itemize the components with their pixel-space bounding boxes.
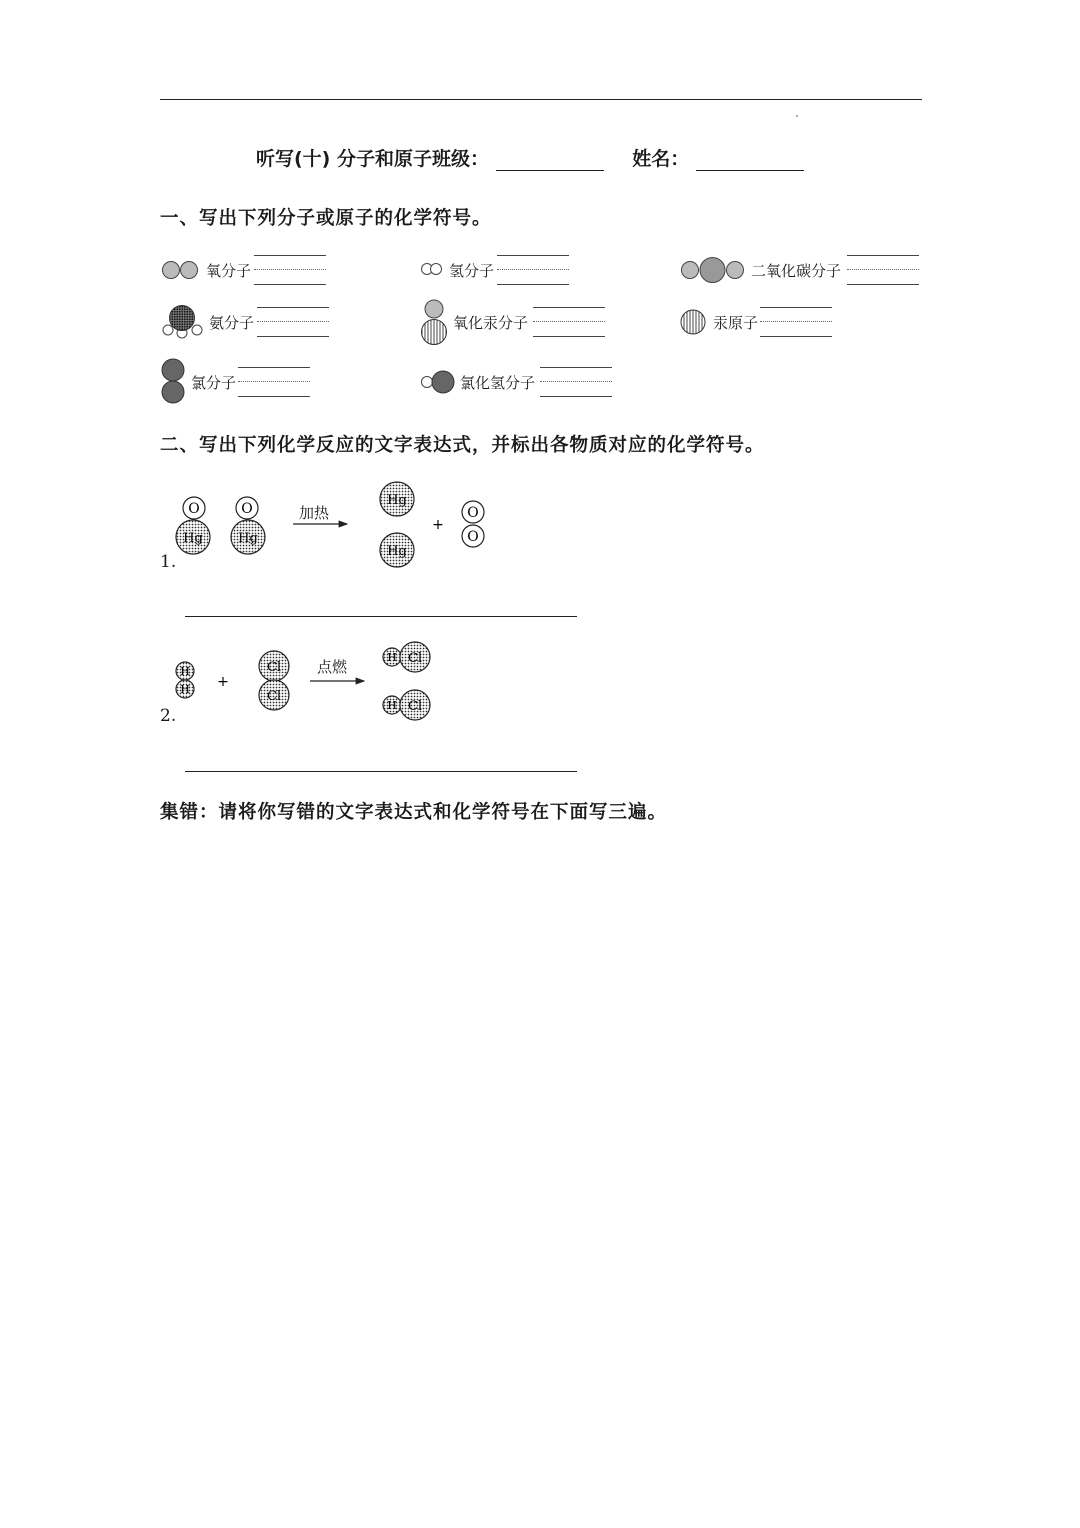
answer-blank-o2[interactable] bbox=[254, 255, 326, 285]
item-label-hcl: 氯化氢分子 bbox=[460, 374, 536, 392]
answer-blank-h2[interactable] bbox=[497, 255, 569, 285]
name-label: 姓名： bbox=[632, 148, 690, 170]
atom-label: Cl bbox=[407, 699, 423, 714]
atom-label: Hg bbox=[238, 531, 258, 546]
item-label-co2: 二氧化碳分子 bbox=[751, 262, 842, 280]
atom-label: Cl bbox=[266, 660, 282, 675]
item-label-cl2: 氯分子 bbox=[191, 374, 237, 392]
item-label-h2: 氢分子 bbox=[449, 262, 495, 280]
atom-label: H bbox=[387, 651, 397, 664]
item-label-hg: 汞原子 bbox=[713, 314, 759, 332]
hydrogen-chloride-molecule-icon bbox=[421, 369, 457, 395]
reaction2-number: 2. bbox=[160, 706, 177, 726]
atom-label: Cl bbox=[407, 651, 423, 666]
item-label-nh3: 氨分子 bbox=[209, 314, 255, 332]
page-title bbox=[256, 144, 804, 171]
atom-label: O bbox=[467, 529, 479, 545]
reaction1-condition: 加热 bbox=[299, 504, 330, 522]
oxygen-molecule-icon bbox=[162, 260, 202, 280]
answer-blank-cl2[interactable] bbox=[238, 367, 310, 397]
answer-blank-hg[interactable] bbox=[760, 307, 832, 337]
class-label: 班级： bbox=[431, 148, 489, 170]
name-blank[interactable] bbox=[696, 148, 804, 171]
mercury-atom-icon bbox=[680, 309, 708, 337]
chlorine-molecule-icon bbox=[159, 358, 187, 406]
reaction1-number: 1. bbox=[160, 552, 177, 572]
atom-label: O bbox=[241, 501, 253, 517]
reaction2-diagram bbox=[170, 638, 440, 724]
speck bbox=[796, 115, 798, 117]
section2-heading: 二、写出下列化学反应的文字表达式，并标出各物质对应的化学符号。 bbox=[160, 435, 765, 456]
atom-label: H bbox=[180, 665, 190, 678]
carbon-dioxide-molecule-icon bbox=[680, 256, 746, 284]
reaction1-answer-line[interactable] bbox=[185, 616, 577, 617]
reaction2-answer-line[interactable] bbox=[185, 771, 577, 772]
atom-label: Hg bbox=[387, 493, 407, 508]
plus-sign: + bbox=[217, 674, 229, 690]
atom-label: H bbox=[387, 699, 397, 712]
atom-label: O bbox=[188, 501, 200, 517]
answer-blank-hgo[interactable] bbox=[533, 307, 605, 337]
item-label-hgo: 氧化汞分子 bbox=[453, 314, 529, 332]
collect-errors-instruction: 集错：请将你写错的文字表达式和化学符号在下面写三遍。 bbox=[160, 802, 668, 823]
hydrogen-molecule-icon bbox=[421, 262, 445, 278]
top-rule bbox=[160, 99, 922, 100]
plus-sign: + bbox=[432, 517, 444, 533]
answer-blank-co2[interactable] bbox=[847, 255, 919, 285]
ammonia-molecule-icon bbox=[161, 303, 205, 339]
section1-heading: 一、写出下列分子或原子的化学符号。 bbox=[160, 208, 492, 229]
title-text: 听写(十) 分子和原子 bbox=[256, 148, 432, 170]
reaction2-condition: 点燃 bbox=[317, 658, 348, 676]
atom-label: Hg bbox=[183, 531, 203, 546]
atom-label: O bbox=[467, 505, 479, 521]
item-label-o2: 氧分子 bbox=[206, 262, 252, 280]
answer-blank-hcl[interactable] bbox=[540, 367, 612, 397]
atom-label: H bbox=[180, 683, 190, 696]
atom-label: Hg bbox=[387, 544, 407, 559]
reaction1-diagram bbox=[170, 478, 500, 570]
atom-label: Cl bbox=[266, 689, 282, 704]
class-blank[interactable] bbox=[496, 148, 604, 171]
mercury-oxide-molecule-icon bbox=[421, 298, 449, 346]
answer-blank-nh3[interactable] bbox=[257, 307, 329, 337]
